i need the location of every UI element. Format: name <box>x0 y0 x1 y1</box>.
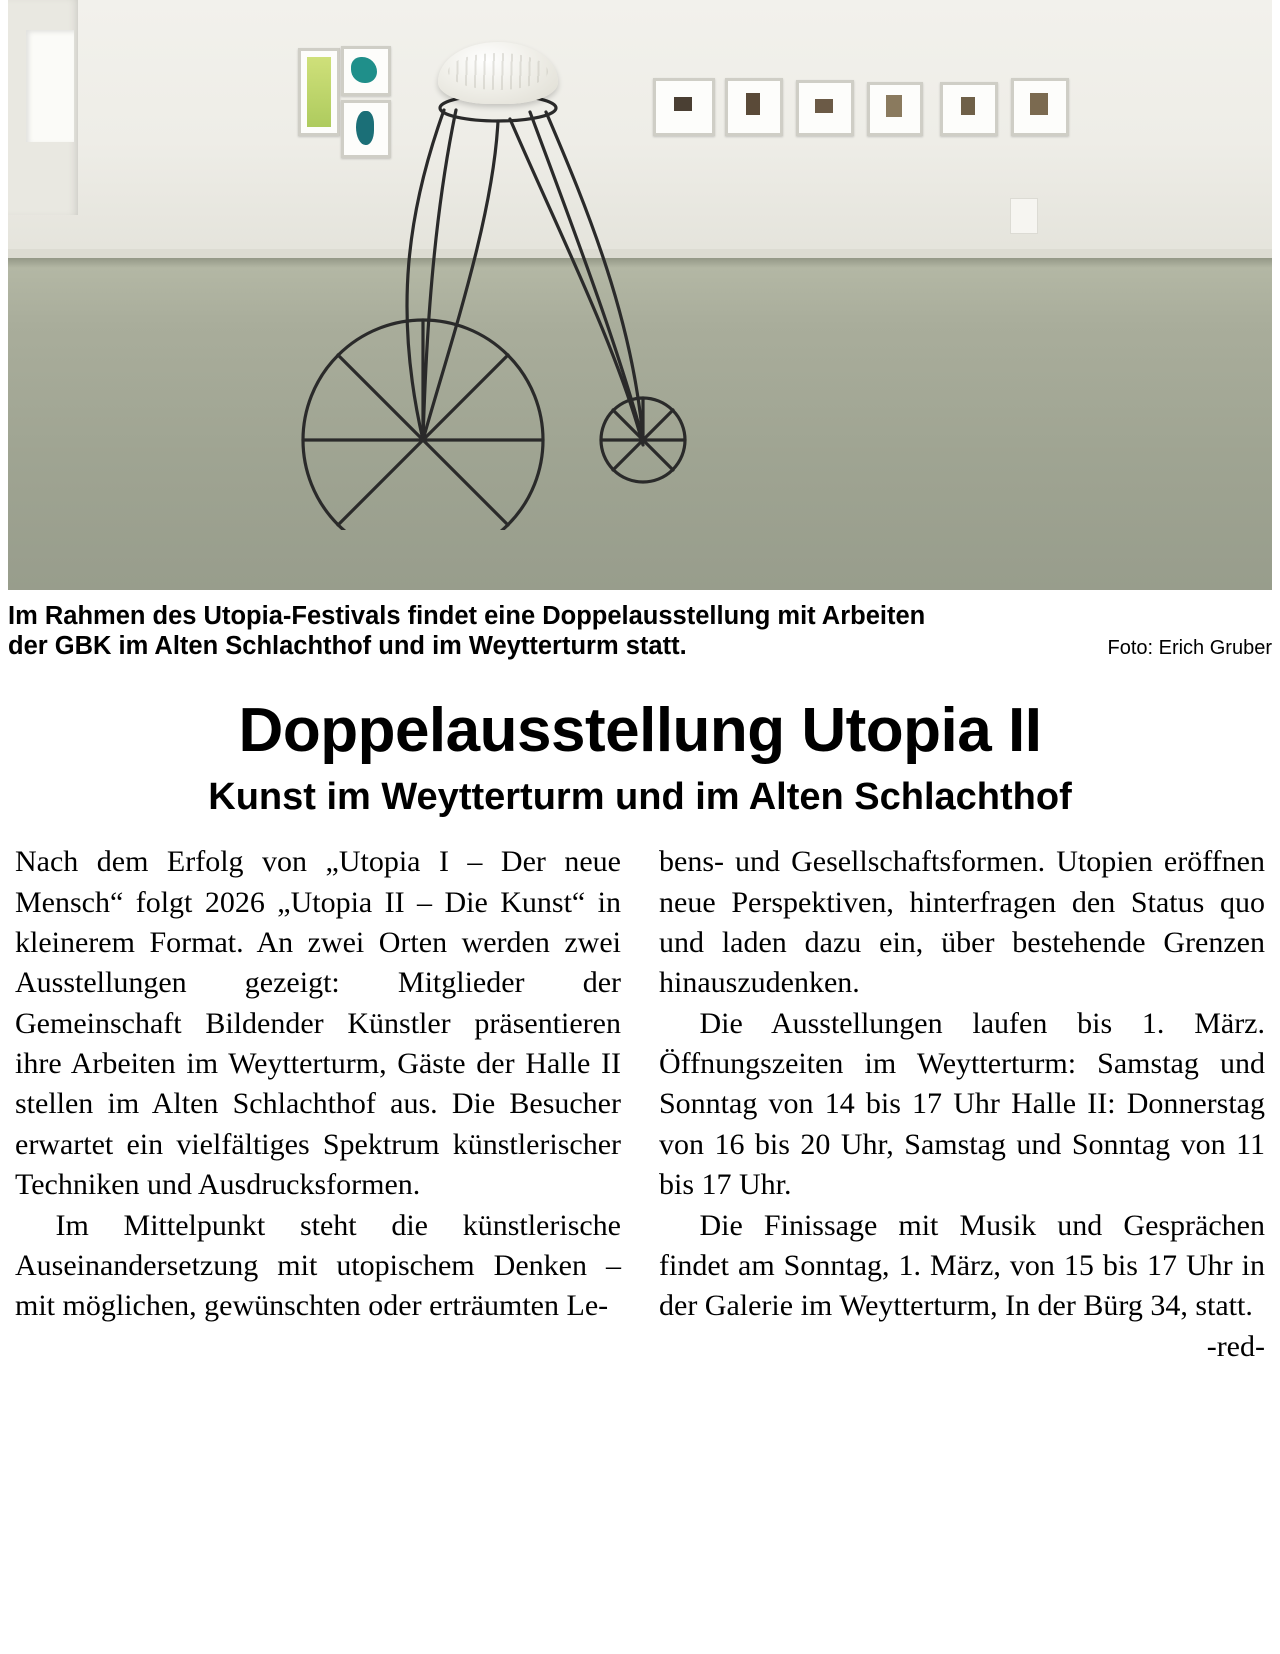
photo-caption-line2-row <box>8 632 1272 661</box>
wall-niche <box>26 30 74 142</box>
article-subheadline: Kunst im Weytterturm und im Alten Schlachthof <box>208 775 1072 818</box>
article-paragraph: bens- und Gesellschaftsformen. Utopien eröffnen neue Perspektiven, hinterfragen den Status quo und laden dazu ein, über bestehende Grenzen hinauszudenken. <box>659 845 1265 1000</box>
framed-artwork <box>796 80 854 136</box>
article-headline: Doppelausstellung Utopia II <box>238 696 1042 766</box>
framed-artwork <box>1011 78 1069 136</box>
wall-outlet <box>1010 198 1038 234</box>
gallery-interior-image <box>8 0 1272 590</box>
article-photo <box>8 0 1272 590</box>
article-column-right <box>659 842 1265 1366</box>
photo-caption-line1: Im Rahmen des Utopia-Festivals findet eine Doppelausstellung mit Arbeiten <box>8 602 926 630</box>
article-body <box>15 842 1265 1366</box>
framed-artwork <box>867 82 923 136</box>
framed-artwork <box>940 82 998 136</box>
framed-artwork <box>725 78 783 136</box>
article-signoff: -red- <box>1206 1329 1265 1363</box>
article-paragraph: Im Mittelpunkt steht die künstlerische Auseinandersetzung mit utopischem Denken – mit möglichen, gewünschten oder erträumten Le- <box>15 1208 621 1323</box>
photo-caption-block <box>8 600 1272 661</box>
wire-sculpture <box>258 20 698 530</box>
photo-caption-line2: der GBK im Alten Schlachthof und im Weytterturm statt. <box>8 632 687 661</box>
article-column-left <box>15 842 621 1366</box>
article-paragraph: Die Ausstellungen laufen bis 1. März. Öffnungszeiten im Weytterturm: Samstag und Sonntag von 14 bis 17 Uhr Halle II: Donnerstag von 16 bis 20 Uhr, Samstag und Sonntag von 11 bis 17 Uhr. <box>659 1006 1265 1202</box>
photo-credit: Foto: Erich Gruber <box>1107 637 1272 660</box>
article-paragraph: Die Finissage mit Musik und Gesprächen findet am Sonntag, 1. März, von 15 bis 17 Uhr in der Galerie im Weytterturm, In der Bürg 34, statt. <box>659 1208 1265 1323</box>
article-signoff-row <box>659 1327 1265 1367</box>
article-paragraph: Nach dem Erfolg von „Utopia I – Der neue Mensch“ folgt 2026 „Utopia II – Die Kunst“ in kleinerem Format. An zwei Orten werden zwei Ausstellungen gezeigt: Mitglieder der Gemeinschaft Bildender Künstler präsentieren ihre Arbeiten im Weytterturm, Gäste der Halle II stellen im Alten Schlachthof aus. Die Besucher erwartet ein vielfältiges Spektrum künstlerischer Techniken und Ausdrucksformen. <box>15 845 621 1202</box>
